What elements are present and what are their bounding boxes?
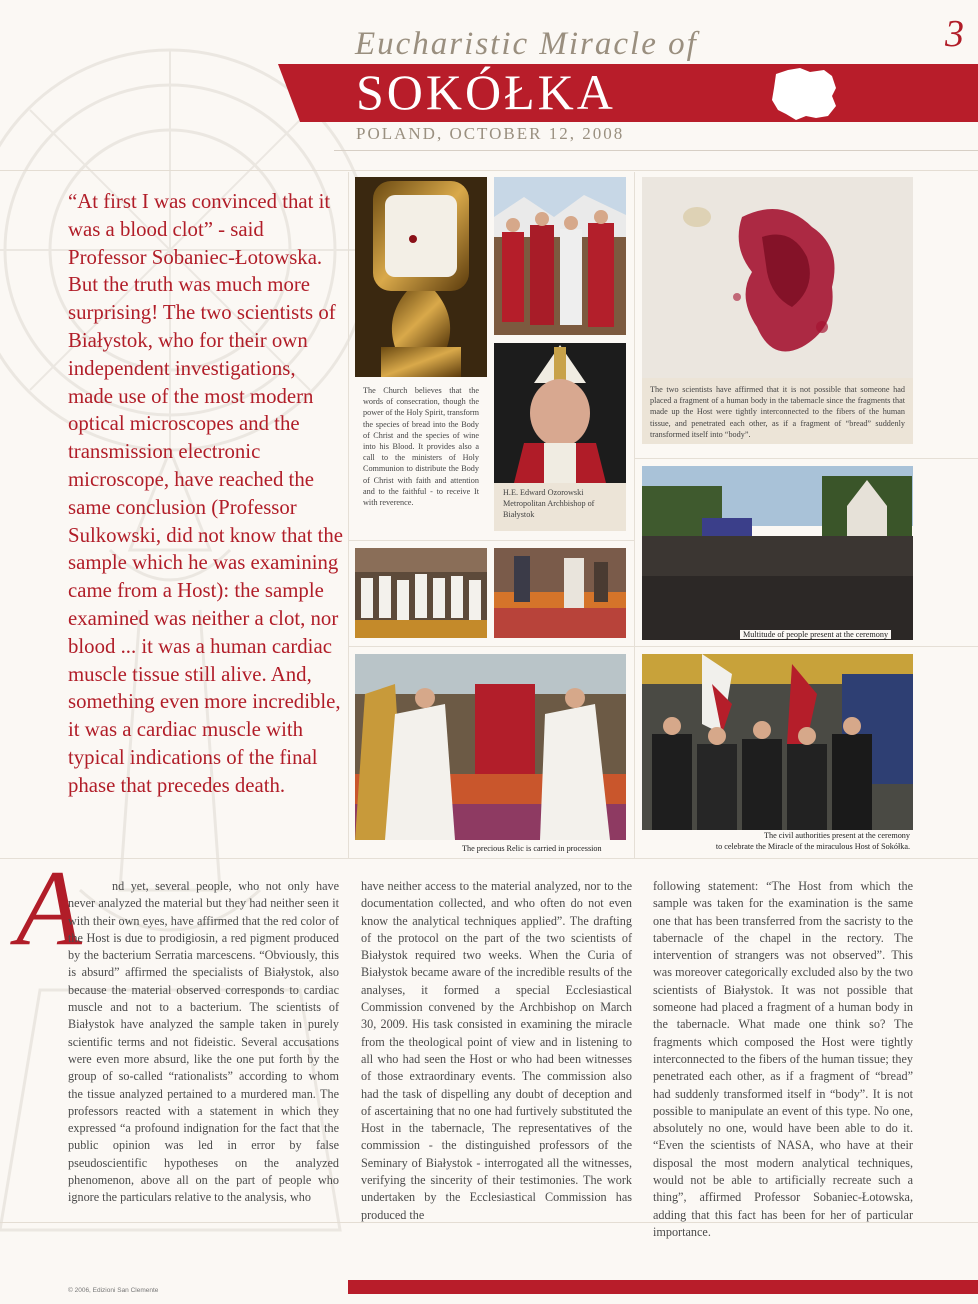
- grid-divider: [348, 172, 349, 858]
- caption-multitude-text: Multitude of people present at the ceremony: [740, 630, 891, 639]
- flower-carpet-photo: [494, 548, 626, 638]
- caption-archbishop: H.E. Edward Ozorowski Metropolitan Archbishop of Białystok: [494, 483, 626, 531]
- header-divider-top: [334, 150, 978, 151]
- caption-civil-line2: to celebrate the Miracle of the miraculous Host of Sokółka.: [715, 842, 910, 852]
- priests-procession-photo: [494, 177, 626, 335]
- grid-divider: [348, 646, 978, 647]
- article-column-3: following statement: “The Host from which the sample was taken for the examination is the same one that has been transferred from the sacristy to the tabernacle of the chapel in the rectory. The intervention of strangers was not observed”. This was moreover categorically excluded also by the two scientists of Białystok. It was not possible that someone had placed a fragment of a human body in the tabernacle. What made one think so? The fragments which composed the Host were tightly interconnected to the fibers of the human tissue; they penetrated each other, as if a fragment of “bread” had suddenly transformed itself in “body”. It is not possible to manipulate an event of this type. No one, absolutely no one, would have been able to do it. “Even the scientists of NASA, who have at their disposal the most modern analytical techniques, would not be able to artificially recreate such a thing”, affirmed Professor Sobaniec-Łotowska, adding that this fact has been for her of particular importance.: [653, 879, 913, 1239]
- grid-divider: [634, 458, 978, 459]
- monstrance-photo: [355, 177, 487, 377]
- article-column-2: have neither access to the material analyzed, nor to the documentation collected, and who often do not even know the analytical techniques applied”. The drafting of the protocol on the part of the two scientists of Białystok required two weeks. When the Curia of Białystok became aware of the incredible results of the analyses, it formed a special Ecclesiastical Commission convened by the Archbishop on March 30, 2009. His task consisted in examining the miracle from the theological point of view and in listening to all who had seen the Host or who had been witnesses of those extraordinary events. The commission also had the task of dispelling any doubt of deception and of ascertaining that no one had furtively substituted the Host in the tabernacle, The representatives of the commission - the distinguished professors of the Seminary of Białystok - interrogated all the witnesses, verifying the sincerity of their testimonies. The work undertaken by the Ecclesiastical Commission has produced the: [361, 879, 632, 1222]
- caption-civil-line1: The civil authorities present at the ceremony: [764, 831, 910, 840]
- poland-map-icon: [766, 66, 840, 122]
- altar-boys-photo: [355, 548, 487, 638]
- pull-quote: “At first I was convinced that it was a blood clot” - said Professor Sobaniec-Łotowska. But the truth was much more surprising! The two scientists of Białystok, who for their own independent investigations, made use of the most modern optical microscopes and the transmission electronic microscope, have reached the same conclusion (Professor Sulkowski, did not know that the sample which he was examining came from a Host): the sample examined was neither a clot, nor blood ... it was a human cardiac muscle tissue still alive. And, something even more incredible, it was a cardiac muscle with typical indications of the final phase that precedes death.: [68, 190, 343, 797]
- civil-authorities-photo: [642, 654, 913, 830]
- caption-scientists: The two scientists have affirmed that it is not possible that someone had placed a fragment of a human body in the tabernacle since the fragments that made up the Host were tightly interconnected to the fibers of the human tissue, and penetrated each other, as if a fragment of “bread” suddenly transformed itself into “body”.: [642, 378, 913, 444]
- article-column-1: nd yet, several people, who not only have never analyzed the material but they had neither seen it with their own eyes, have affirmed that the red color of the Host is due to prodigiosin, a red pigment produced by the bacterium Serratia marcescens. “Obviously, this is absurd” affirmed the specialists of Białystok, also because the material observed corresponds to cardiac muscle and not to a bacterium. The scientists of Białystok have analyzed the sample taken in purely scientific terms and not fideistic. Several accusations were even more absurd, like the one put forth by the group of so-called “rationalists” according to whom the tissue analyzed pertained to a murdered man. The professors reacted with a statement in which they expressed “a profound indignation for the fact that the public opinion was led in error by false pseudoscientific hypotheses on the analyzed phenomenon, above all on the part of people who ignore the particulars relative to the analysis, who: [68, 879, 339, 1205]
- caption-multitude: [740, 629, 891, 640]
- caption-church-believes: The Church believes that the words of consecration, though the power of the Holy Spirit, transform the species of bread into the Body of Christ and the species of wine into his Blood. It provides also a call to the ministers of Holy Communion to distribute the Body of Christ with faith and attention and to the faithful - to receive It with reverence.: [363, 386, 479, 508]
- grid-divider: [0, 858, 978, 859]
- crowd-photo: [642, 466, 913, 640]
- footer-divider: [0, 1222, 978, 1223]
- grid-divider: [348, 540, 634, 541]
- copyright-notice: © 2006, Edizioni San Clemente: [68, 1287, 159, 1294]
- stained-host-photo: [642, 177, 913, 378]
- header-main-title: SOKÓŁKA: [356, 64, 616, 120]
- page-number: 3: [945, 13, 964, 55]
- header-script-title: Eucharistic Miracle of: [355, 26, 698, 62]
- caption-civil-authorities: [660, 830, 910, 852]
- grid-divider: [634, 172, 635, 858]
- archbishop-photo: [494, 343, 626, 483]
- relic-procession-photo: [355, 654, 626, 840]
- header-date: POLAND, OCTOBER 12, 2008: [356, 124, 625, 143]
- header-divider: [0, 170, 978, 171]
- drop-cap: A: [16, 849, 82, 968]
- footer-red-band: [348, 1280, 978, 1294]
- caption-procession: The precious Relic is carried in procession: [462, 844, 602, 853]
